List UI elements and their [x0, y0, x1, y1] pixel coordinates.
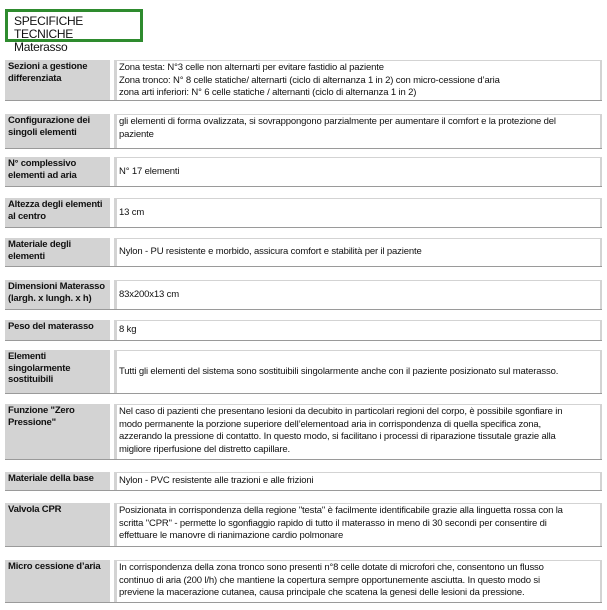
spec-value-line: paziente [119, 128, 154, 140]
document-title [5, 9, 143, 54]
spec-value [114, 560, 602, 602]
spec-label: Peso del materasso [5, 320, 110, 340]
spec-label: Dimensioni Materasso (largh. x lungh. x h) [5, 280, 110, 309]
spec-value-line: previene la macerazione cutanea, causa principale che scatena la genesi delle lesioni da pressione. [119, 587, 525, 598]
spec-row [5, 404, 602, 460]
spec-value-line: Nel caso di pazienti che presentano lesioni da decubito in particolari regioni del corpo, è possibile sgonfiare in [119, 406, 563, 417]
spec-value-line: 83x200x13 cm [119, 288, 179, 300]
spec-label: Valvola CPR [5, 503, 110, 546]
spec-value-line: 8 kg [119, 324, 137, 336]
spec-value-line: migliore riperfusione del distretto capillare. [119, 443, 291, 455]
spec-row [5, 238, 602, 267]
spec-value-line: scritta "CPR" - permette lo sgonfiaggio rapido di tutto il materasso in meno di 30 secondi per consentire di [119, 517, 547, 529]
spec-value-line: Tutti gli elementi del sistema sono sostituibili singolarmente anche con il paziente posizionato sul materasso. [119, 365, 559, 377]
spec-row [5, 472, 602, 491]
spec-value-line: Zona testa: N°3 celle non alternarti per evitare fastidio al paziente [119, 62, 384, 73]
spec-value-line: Nylon - PVC resistente alle trazioni e alle frizioni [119, 475, 314, 487]
spec-row [5, 198, 602, 228]
spec-row [5, 60, 602, 101]
spec-row [5, 157, 602, 187]
spec-row [5, 280, 602, 310]
spec-value [114, 114, 602, 148]
spec-label: N° complessivo elementi ad aria [5, 157, 110, 186]
spec-value [114, 238, 602, 266]
spec-row [5, 114, 602, 149]
spec-row [5, 503, 602, 547]
spec-value-line: gli elementi di forma ovalizzata, si sovrappongono parzialmente per aumentare il comfort e la protezione del [119, 116, 556, 127]
spec-value [114, 198, 602, 227]
spec-label: Materiale degli elementi [5, 238, 110, 266]
spec-row [5, 320, 602, 341]
spec-value-line: N° 17 elementi [119, 165, 180, 177]
spec-label: Materiale della base [5, 472, 110, 490]
spec-label: Elementi singolarmente sostituibili [5, 350, 110, 393]
spec-value [114, 280, 602, 309]
spec-value [114, 350, 602, 393]
spec-value-line: zona arti inferiori: N° 6 celle statiche / alternanti (ciclo di alternanza 1 in 2) [119, 87, 417, 98]
spec-value [114, 503, 602, 546]
spec-value-line: effettuare le manovre di rianimazione cardio polmonare [119, 530, 344, 541]
title-subheading: Materasso [14, 40, 68, 54]
spec-label: Funzione "Zero Pressione" [5, 404, 110, 459]
spec-value-line: Nylon - PU resistente e morbido, assicura comfort e stabilità per il paziente [119, 246, 422, 258]
spec-value-line: 13 cm [119, 206, 145, 218]
spec-value [114, 157, 602, 186]
spec-value [114, 404, 602, 459]
spec-label: Configurazione dei singoli elementi [5, 114, 110, 148]
spec-label: Sezioni a gestione differenziata [5, 60, 110, 100]
spec-value-line: modo permanente la porzione superiore dell’elementoad aria in corrispondenza di quella specifica zona, [119, 418, 541, 430]
spec-value-line: continuo di aria (200 l/h) che mantiene la copertura sempre opportunemente asciutta. In questo modo si [119, 574, 540, 586]
spec-value-line: azzerando la pressione di contatto. In questo modo, si facilitano i processi di riparazione tissutale grazie alla [119, 431, 556, 442]
title-heading: SPECIFICHE TECNICHE [14, 14, 84, 41]
spec-label: Micro cessione d’aria [5, 560, 110, 602]
spec-row [5, 350, 602, 394]
spec-value-line: Posizionata in corrispondenza della regione "testa" è facilmente identificabile grazie alla linguetta rossa con la [119, 505, 563, 516]
spec-value [114, 60, 602, 100]
spec-value [114, 472, 602, 490]
spec-row [5, 560, 602, 603]
spec-value [114, 320, 602, 340]
spec-value-line: Zona tronco: N° 8 celle statiche/ alternarti (ciclo di alternanza 1 in 2) con micro-cessione d’aria [119, 74, 500, 86]
spec-label: Altezza degli elementi al centro [5, 198, 110, 227]
spec-value-line: In corrispondenza della zona tronco sono presenti n°8 celle dotate di microfori che, consentono un flusso [119, 562, 544, 573]
